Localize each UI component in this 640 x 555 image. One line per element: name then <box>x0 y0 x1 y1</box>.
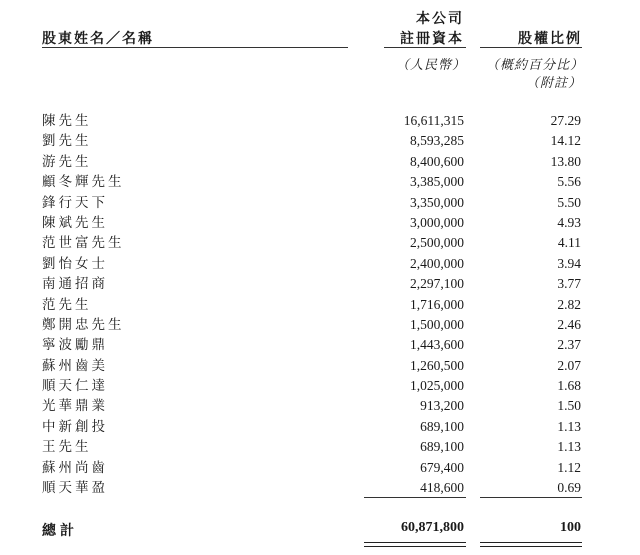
shareholding-pct: 0.69 <box>557 480 581 496</box>
shareholding-pct: 5.56 <box>557 174 581 190</box>
table-row <box>0 213 640 233</box>
table-row <box>0 437 640 457</box>
shareholding-pct: 2.46 <box>557 316 581 332</box>
shareholder-name: 范先生 <box>42 296 92 313</box>
shareholding-pct: 2.82 <box>557 296 581 312</box>
subtotal-rule-capital <box>364 497 466 498</box>
shareholding-pct: 2.07 <box>557 357 581 373</box>
table-row <box>0 131 640 151</box>
total-double-rule-capital <box>364 542 466 547</box>
shareholding-pct: 1.50 <box>557 398 581 414</box>
registered-capital: 1,025,000 <box>410 378 464 394</box>
table-row <box>0 376 640 396</box>
shareholder-name: 順天仁達 <box>42 378 108 395</box>
shareholder-name: 南通招商 <box>42 276 108 293</box>
shareholding-pct: 1.13 <box>557 418 581 434</box>
table-row <box>0 193 640 213</box>
table-row <box>0 172 640 192</box>
table-row <box>0 295 640 315</box>
shareholding-pct: 5.50 <box>557 194 581 210</box>
shareholding-pct: 2.37 <box>557 337 581 353</box>
registered-capital: 2,297,100 <box>410 276 464 292</box>
table-row <box>0 274 640 294</box>
shareholder-name: 順天華盈 <box>42 480 108 497</box>
header-capital-line2: 註冊資本 <box>400 31 464 47</box>
registered-capital: 418,600 <box>420 480 464 496</box>
shareholder-name: 陳斌先生 <box>42 214 108 231</box>
shareholding-pct: 3.77 <box>557 276 581 292</box>
table-row <box>0 417 640 437</box>
registered-capital: 8,400,600 <box>410 153 464 169</box>
header-rule-pct <box>480 47 582 48</box>
registered-capital: 2,500,000 <box>410 235 464 251</box>
shareholder-name: 蘇州齒美 <box>42 357 108 374</box>
registered-capital: 1,716,000 <box>410 296 464 312</box>
table-row <box>0 396 640 416</box>
shareholding-pct: 13.80 <box>550 153 581 169</box>
table-row <box>0 335 640 355</box>
header-capital-line1: 本公司 <box>416 11 464 27</box>
registered-capital: 913,200 <box>420 398 464 414</box>
subtotal-rule-pct <box>480 497 582 498</box>
shareholder-name: 范世富先生 <box>42 235 125 252</box>
registered-capital: 2,400,000 <box>410 255 464 271</box>
table-row <box>0 233 640 253</box>
table-row <box>0 458 640 478</box>
table-row <box>0 315 640 335</box>
header-rule-name <box>42 47 348 48</box>
shareholder-name: 劉先生 <box>42 133 92 150</box>
table-row <box>0 254 640 274</box>
header-shareholder-name: 股東姓名／名稱 <box>42 31 154 47</box>
total-double-rule-pct <box>480 542 582 547</box>
total-pct: 100 <box>560 520 581 535</box>
table-row <box>0 356 640 376</box>
registered-capital: 3,385,000 <box>410 174 464 190</box>
registered-capital: 679,400 <box>420 459 464 475</box>
shareholder-name: 鄭開忠先生 <box>42 316 125 333</box>
shareholder-rows <box>0 111 640 498</box>
header-shareholding-pct: 股權比例 <box>518 31 582 47</box>
shareholding-pct: 3.94 <box>557 255 581 271</box>
registered-capital: 1,443,600 <box>410 337 464 353</box>
registered-capital: 3,350,000 <box>410 194 464 210</box>
header-rule-capital <box>384 47 466 48</box>
shareholder-name: 顧冬輝先生 <box>42 174 125 191</box>
shareholder-name: 王先生 <box>42 439 92 456</box>
shareholding-pct: 1.12 <box>557 459 581 475</box>
shareholding-pct: 4.11 <box>557 235 581 251</box>
registered-capital: 689,100 <box>420 439 464 455</box>
table-row <box>0 152 640 172</box>
shareholder-name: 中新創投 <box>42 418 108 435</box>
registered-capital: 689,100 <box>420 418 464 434</box>
shareholder-name: 蘇州尚齒 <box>42 459 108 476</box>
shareholding-pct: 4.93 <box>557 214 581 230</box>
header-pct-note-approx: （概約百分比） <box>485 58 584 73</box>
shareholder-name: 劉怡女士 <box>42 255 108 272</box>
shareholding-pct: 14.12 <box>550 133 581 149</box>
registered-capital: 1,500,000 <box>410 316 464 332</box>
registered-capital: 1,260,500 <box>410 357 464 373</box>
total-label: 總計 <box>42 523 78 539</box>
registered-capital: 16,611,315 <box>403 113 464 128</box>
table-row <box>0 478 640 498</box>
table-row <box>0 111 640 131</box>
shareholding-pct: 1.68 <box>557 378 581 394</box>
shareholder-name: 光華鼎業 <box>42 398 108 415</box>
header-capital-unit: （人民幣） <box>395 58 466 73</box>
shareholder-name: 陳先生 <box>42 113 92 129</box>
shareholding-pct: 27.29 <box>550 113 581 128</box>
shareholder-name: 寧波勵鼎 <box>42 337 108 354</box>
shareholder-name: 游先生 <box>42 153 92 170</box>
shareholder-name: 鋒行天下 <box>42 194 108 211</box>
registered-capital: 3,000,000 <box>410 214 464 230</box>
shareholding-pct: 1.13 <box>557 439 581 455</box>
total-capital: 60,871,800 <box>401 520 464 535</box>
registered-capital: 8,593,285 <box>410 133 464 149</box>
header-pct-note-ref: （附註） <box>525 76 582 91</box>
